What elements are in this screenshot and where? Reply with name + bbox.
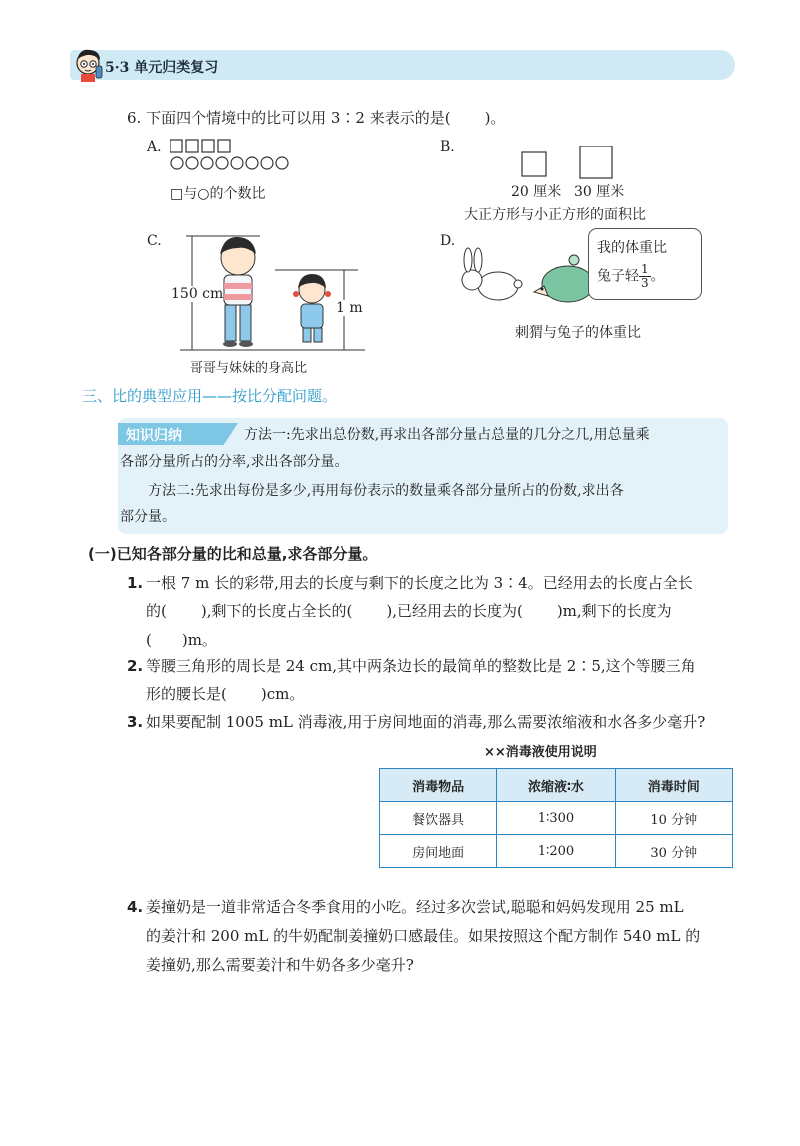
bubble-text: 兔子轻 <box>597 268 639 285</box>
circle-shape <box>216 157 228 169</box>
q6-option-b-caption: 大正方形与小正方形的面积比 <box>464 207 646 223</box>
q2-line2: 形的腰长是( )cm。 <box>146 685 305 703</box>
hedgehog-figure <box>534 255 594 302</box>
table-cell: 房间地面 <box>380 835 497 868</box>
q4-number: 4. <box>127 898 144 916</box>
q2-line1: 等腰三角形的周长是 24 cm,其中两条边长的最简单的整数比是 2∶5,这个等腰三角 <box>146 657 696 675</box>
table-header-cell: 浓缩液∶水 <box>497 769 615 802</box>
q6-option-d-caption: 刺猬与兔子的体重比 <box>515 325 641 341</box>
table-header-row <box>380 769 733 802</box>
table-cell: 1∶300 <box>497 802 615 835</box>
q6-option-b-squares <box>520 146 620 180</box>
q6-option-c-height1: 150 cm <box>171 286 224 302</box>
q6-stem-end: )。 <box>484 109 506 127</box>
table-header-cell: 消毒物品 <box>380 769 497 802</box>
q6-option-a-label: A. <box>147 139 162 155</box>
method1-line1: 方法一:先求出总份数,再求出各部分量占总量的几分之几,用总量乘 <box>244 427 650 443</box>
circle-shape <box>261 157 273 169</box>
q6-option-b-label: B. <box>440 139 455 155</box>
square-shape <box>186 140 198 152</box>
square-shape <box>202 140 214 152</box>
circle-shape <box>171 157 183 169</box>
q6-option-c-label: C. <box>147 233 162 249</box>
q6-option-c-height2: 1 m <box>336 300 363 316</box>
method2-line1: 方法二:先求出每份是多少,再用每份表示的数量乘各部分量所占的份数,求出各 <box>148 483 624 499</box>
q6-option-a-shapes <box>170 139 300 173</box>
method1-line2: 各部分量所占的分率,求出各部分量。 <box>120 454 349 470</box>
q1-line2: 的( ),剩下的长度占全长的( ),已经用去的长度为( )m,剩下的长度为 <box>146 602 672 620</box>
header-title: 5·3 单元归类复习 <box>105 60 219 76</box>
table-cell: 10 分钟 <box>615 802 733 835</box>
circle-shape <box>201 157 213 169</box>
table-row <box>380 835 733 868</box>
q3-line1: 如果要配制 1005 mL 消毒液,用于房间地面的消毒,那么需要浓缩液和水各多少毫升? <box>146 713 706 731</box>
q4-line3: 姜撞奶,那么需要姜汁和牛奶各多少毫升? <box>146 956 414 974</box>
table-cell: 餐饮器具 <box>380 802 497 835</box>
q2-number: 2. <box>127 657 144 675</box>
rabbit-figure <box>462 248 522 300</box>
fraction-one-third: $\frac{1}{3}$ <box>641 262 649 290</box>
method2-line2: 部分量。 <box>120 509 176 525</box>
mascot-boy-icon <box>72 46 106 82</box>
q4-line2: 的姜汁和 200 mL 的牛奶配制姜撞奶口感最佳。如果按照这个配方制作 540 mL 的 <box>146 927 701 945</box>
table-row <box>380 802 733 835</box>
q6-option-b-side2: 30 厘米 <box>574 184 625 200</box>
part1-title: (一)已知各部分量的比和总量,求各部分量。 <box>88 545 378 563</box>
q6-option-b-side1: 20 厘米 <box>511 184 562 200</box>
square-shape <box>218 140 230 152</box>
q6-option-d-animals <box>456 246 606 310</box>
q1-line1: 一根 7 m 长的彩带,用去的长度与剩下的长度之比为 3∶4。已经用去的长度占全长 <box>146 574 693 592</box>
q3-number: 3. <box>127 713 144 731</box>
sister-figure <box>293 274 331 342</box>
q3-table-title: ××消毒液使用说明 <box>484 745 597 760</box>
table-cell: 1∶200 <box>497 835 615 868</box>
brother-figure <box>220 237 256 347</box>
table-cell: 30 分钟 <box>615 835 733 868</box>
q3-disinfectant-table <box>379 768 733 868</box>
large-square <box>580 146 612 178</box>
knowledge-tag-label: 知识归纳 <box>126 428 182 444</box>
small-square <box>522 152 546 176</box>
q6-option-d-label: D. <box>440 233 456 249</box>
q1-line3: ( )m。 <box>146 631 217 649</box>
circle-shape <box>231 157 243 169</box>
q1-number: 1. <box>127 574 144 592</box>
square-shape <box>170 140 182 152</box>
q6-option-a-caption: □与○的个数比 <box>170 186 266 202</box>
circle-shape <box>276 157 288 169</box>
q4-line1: 姜撞奶是一道非常适合冬季食用的小吃。经过多次尝试,聪聪和妈妈发现用 25 mL <box>146 898 684 916</box>
q6-option-c-caption: 哥哥与妹妹的身高比 <box>190 361 308 376</box>
q6-stem <box>127 108 505 128</box>
section3-title: 三、比的典型应用——按比分配问题。 <box>82 387 338 405</box>
circle-shape <box>246 157 258 169</box>
table-header-cell: 消毒时间 <box>615 769 733 802</box>
circle-shape <box>186 157 198 169</box>
q6-option-d-bubble-line1: 我的体重比 <box>597 240 667 256</box>
q6-stem-text: 6. 下面四个情境中的比可以用 3∶2 来表示的是( <box>127 109 451 127</box>
q6-option-d-bubble-line2: 兔子轻 $\frac{1}{3}$ 。 <box>597 262 665 290</box>
